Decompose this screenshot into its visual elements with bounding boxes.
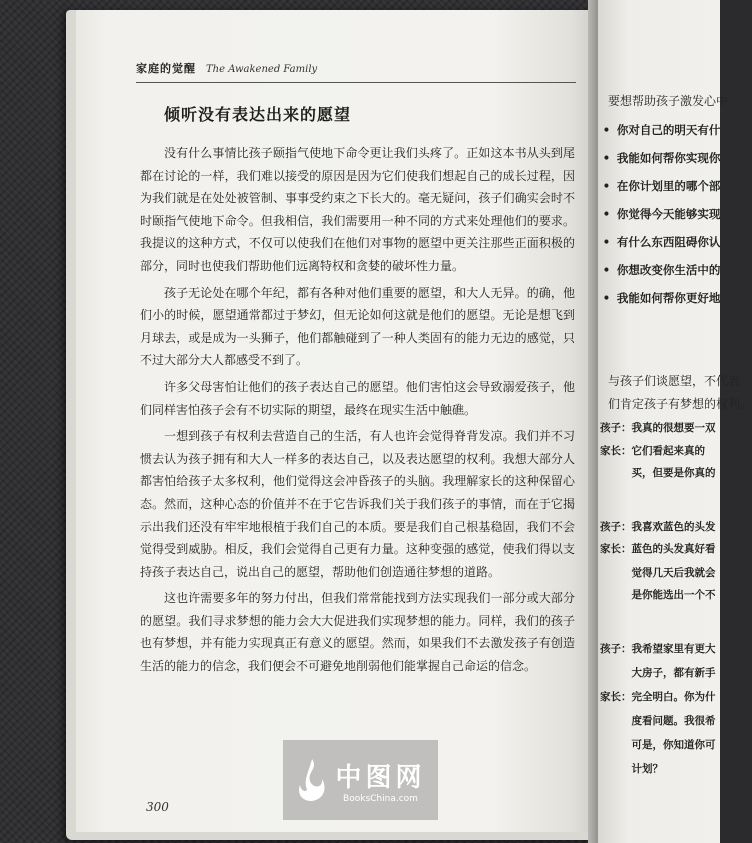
dialog-line: 孩子：我真的很想要一双 bbox=[600, 422, 716, 434]
flame-logo-icon bbox=[295, 757, 329, 803]
list-item: • 你对自己的明天有什 bbox=[603, 123, 721, 137]
paragraph-2: 孩子无论处在哪个年纪，都有各种对他们重要的愿望，和大人无异。的确，他们小的时候，愿望通常都过于梦幻，但无论如何这就是他们的愿望。无论是想飞到月球去，或是成为一头狮子，他们都触碰到了一种人类固有的能力无边的感觉，只不过大部分大人都感受不到了。 bbox=[140, 285, 575, 368]
running-head bbox=[136, 60, 576, 83]
dialog-line: 家长：蓝色的头发真好看 bbox=[600, 543, 716, 555]
dialog-line: 计划？ bbox=[600, 763, 663, 775]
dialog-line: 度看问题。我很希 bbox=[600, 715, 716, 727]
watermark bbox=[283, 740, 438, 820]
dialog-line: 可是，你知道你可 bbox=[600, 739, 716, 751]
paragraph-line: 与孩子们谈愿望，不代表 bbox=[608, 374, 741, 388]
dialog-line: 觉得几天后我就会 bbox=[600, 567, 716, 579]
body-text bbox=[140, 142, 575, 682]
paragraph-4: 一想到孩子有权利去营造自己的生活，有人也许会觉得脊背发凉。我们并不习惯去认为孩子拥有和大人一样多的表达自己，以及表达愿望的权利。我想大部分人都害怕给孩子太多权利，他们觉得这会冲昏孩子的头脑。我理解家长的这种保留心态。然而，这种心态的价值并不在于它告诉我们关于我们孩子的事情，而在于它揭示出我们还没有牢牢地根植于我们自己的本质。要是我们自己根基稳固，我们不会觉得受到威胁。相反，我们会觉得自己更有力量。这种变强的感觉，使我们得以支持孩子表达自己，说出自己的愿望，帮助他们创造通往梦想的道路。 bbox=[140, 429, 575, 579]
page-number: 300 bbox=[146, 800, 169, 814]
dialog-line: 是你能选出一个不 bbox=[600, 589, 716, 601]
list-item: • 我能如何帮你实现你 bbox=[603, 151, 721, 165]
section-title: 倾听没有表达出来的愿望 bbox=[164, 105, 352, 124]
dialog-line: 孩子：我喜欢蓝色的头发 bbox=[600, 521, 716, 533]
running-head-en: The Awakened Family bbox=[206, 64, 318, 75]
list-item: • 你想改变你生活中的 bbox=[603, 263, 721, 277]
list-item: • 你觉得今天能够实现 bbox=[603, 207, 721, 221]
dialog-line: 孩子：我希望家里有更大 bbox=[600, 643, 716, 655]
paragraph-3: 许多父母害怕让他们的孩子表达自己的愿望。他们害怕这会导致溺爱孩子，他们同样害怕孩子会有不切实际的期望，最终在现实生活中触礁。 bbox=[140, 379, 575, 417]
watermark-name: 中图网 bbox=[335, 762, 426, 793]
paragraph-5: 这也许需要多年的努力付出，但我们常常能找到方法实现我们一部分或大部分的愿望。我们寻求梦想的能力会大大促进我们实现梦想的能力。同样，我们的孩子也有梦想，并有能力实现真正有意义的愿望。然而，如果我们不去激发孩子有创造生活的能力的信念，我们便会不可避免地削弱他们能掌握自己命运的信念。 bbox=[140, 591, 575, 674]
watermark-url: BooksChina.com bbox=[343, 793, 418, 804]
running-head-zh: 家庭的觉醒 bbox=[136, 62, 196, 75]
dialog-line: 家长：它们看起来真的 bbox=[600, 445, 705, 457]
right-page-bullet-list bbox=[603, 122, 743, 318]
paragraph-1: 没有什么事情比孩子颐指气使地下命令更让我们头疼了。正如这本书从头到尾都在讨论的一样，我们难以接受的原因是因为它们使我们想起自己的成长过程，因为我们就是在处处被管制、事事受约束之下长大的。毫无疑问，孩子们确实会时不时颐指气使地下命令。但我相信，我们需要用一种不同的方式来处理他们的要求。我提议的这种方式，不仅可以使我们在他们对事物的愿望中更关注那些正面积极的部分，同时也使我们帮助他们远离特权和贪婪的破坏性力量。 bbox=[140, 146, 575, 273]
list-item: • 有什么东西阻碍你认 bbox=[603, 235, 721, 249]
right-page-paragraph bbox=[608, 370, 752, 416]
dialog-line: 大房子，都有新手 bbox=[600, 667, 716, 679]
list-item: • 在你计划里的哪个部 bbox=[603, 179, 721, 193]
left-page bbox=[76, 10, 596, 832]
list-item: • 我能如何帮你更好地 bbox=[603, 291, 721, 305]
right-page-top-line: 要想帮助孩子激发心中 bbox=[608, 94, 729, 108]
dialog-line: 买，但要是你真的 bbox=[600, 467, 716, 479]
dialog-line: 家长：完全明白。你为什 bbox=[600, 691, 716, 703]
right-page bbox=[598, 0, 752, 843]
paragraph-line: 们肯定孩子有梦想的权利。 bbox=[608, 397, 752, 411]
